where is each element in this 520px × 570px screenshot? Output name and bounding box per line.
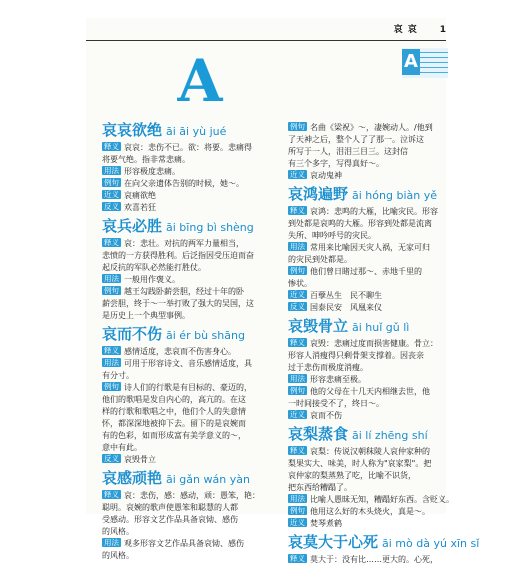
definition-text: 过于悲伤而极度消瘦。 [288,363,368,372]
definition-text: 常用来比喻因天灾人祸，无家可归 [310,243,430,252]
definition-line [102,526,270,538]
definition-text: 哀毁：悲痛过度而损害健康。骨立： [310,339,438,348]
entry-heading [288,425,456,443]
definition-text: 哀毁骨立 [124,455,156,464]
entry-spacer [102,562,270,566]
definition-text: 感情适度，悲哀而不伤害身心。 [124,347,236,356]
page-number: 1 [439,25,446,35]
entry-heading [288,533,480,551]
definition-line [102,262,270,274]
definition-text: 将要气绝。指非常悲痛。 [102,155,190,164]
section-tag: 用法 [104,538,119,547]
definition-text: 哀而不伤 [310,411,342,420]
dictionary-entry [288,533,480,566]
section-tag: 例句 [290,122,305,131]
definition-line [288,290,456,302]
dictionary-entry [102,217,270,322]
pinyin: āi huǐ gǔ lì [352,321,410,334]
section-tag: 例句 [104,382,119,391]
section-tag: 反义 [290,302,305,311]
pinyin: āi ér bù shāng [166,329,245,342]
section-tag: 例句 [104,178,119,187]
definition-text: 焚琴煮鹤 [310,519,342,528]
definition-text: 失所、呻吟呼号的灾民。 [288,231,376,240]
section-tag: 用法 [290,374,305,383]
definition-line [102,382,270,394]
definition-text: 一时间接受不了，终日～。 [288,399,384,408]
definition-line [288,146,456,158]
headword: 哀毁骨立 [288,317,349,335]
definition-line [288,158,456,170]
definition-text: 的风格。 [102,551,134,560]
definition-text: 所写于一人，泪泪三目三。这封信 [288,147,408,156]
header-text: 哀 哀 [393,25,418,35]
entry-heading [288,185,456,203]
definition-text: 哀动鬼神 [310,171,342,180]
section-tag: 用法 [290,494,305,503]
section-tag: 用法 [104,166,119,175]
definition-line [102,202,270,214]
definition-line [102,502,270,514]
definition-line [102,406,270,418]
definition-text: 哀哀：悲伤不已。欲：将要。悲痛得 [124,143,252,152]
entry-heading [102,325,270,343]
section-tag: 用法 [104,358,119,367]
pinyin: āi āi yù jué [166,125,227,138]
definition-line [288,122,456,134]
section-tag: 例句 [104,286,119,295]
definition-line [102,550,270,562]
definition-line [288,242,456,254]
definition-text: 他们的歌唱是发自内心的，高亢的。在这 [102,395,246,404]
headword: 哀哀欲绝 [102,121,163,139]
dictionary-entry [102,325,270,466]
section-tag: 释义 [104,490,119,499]
section-tag: 释义 [104,142,119,151]
definition-text: 他们曾日睹过那～、赤地千里的 [310,267,422,276]
definition-line [288,338,456,350]
definition-line [102,358,270,370]
section-tag: 近义 [290,410,305,419]
section-tag: 释义 [290,554,305,563]
section-tag: 近义 [290,170,305,179]
dictionary-entry [102,121,270,214]
definition-line [288,482,456,494]
definition-text: 莫大于：没有比……更大的。心死， [310,555,438,564]
definition-line [288,458,456,470]
definition-line [288,278,456,290]
definition-line [102,166,270,178]
definition-text: 悲愤的一方获得胜利。后泛指因受压迫而奋 [102,251,254,260]
section-tag: 用法 [290,242,305,251]
section-tag: 例句 [290,506,305,515]
definition-line [102,190,270,202]
definition-text: 国泰民安 风凰来仪 [310,303,382,312]
definition-line [102,250,270,262]
dictionary-entry [102,469,270,562]
entry-heading [102,469,270,487]
definition-text: 比喻人愚昧无知，糟蹋好东西。含贬义。 [310,495,454,504]
definition-line [288,350,456,362]
headword: 哀感顽艳 [102,469,163,487]
pinyin: āi gǎn wán yàn [166,473,250,486]
headword: 哀兵必胜 [102,217,163,235]
definition-text: 形容悲痛至极。 [310,375,366,384]
section-tag: 近义 [104,190,119,199]
definition-text: 意中有此。 [102,443,142,452]
section-tag: 反义 [104,202,119,211]
definition-text: 的灾民到处都是。 [288,255,352,264]
definition-text: 名曲《梁祝》～，凄婉动人。/他到 [310,123,433,132]
headword: 哀而不伤 [102,325,163,343]
definition-line [288,446,456,458]
definition-text: 哀鸿：悲鸣的大雁，比喻灾民。形容 [310,207,438,216]
definition-line [102,178,270,190]
definition-line [102,142,270,154]
dictionary-entry [288,425,456,530]
definition-line [288,362,456,374]
definition-text: 哀痛欲绝 [124,191,156,200]
definition-line [102,310,270,322]
definition-line [102,430,270,442]
definition-text: 怀，都深深地被抑下去。留下的是哀婉而 [102,419,246,428]
definition-line [102,514,270,526]
definition-text: 他用这么好的木头烧火，真是～。 [310,507,430,516]
definition-line [102,286,270,298]
definition-text: 欢喜若狂 [124,203,156,212]
tab-letter: A [402,49,420,75]
pinyin: āi bīng bì shèng [166,221,254,234]
definition-line [102,538,270,550]
definition-text: 惨状。 [288,279,312,288]
dictionary-entry [288,317,456,422]
section-tag: 反义 [104,454,119,463]
pinyin: āi lí zhēng shí [352,429,428,442]
definition-text: 形容人消瘦得只剩骨架支撑着。因丧亲 [288,351,424,360]
definition-text: 薪尝胆，终于～一举打败了强大的吴国，这 [102,299,254,308]
definition-text: 哀：悲壮。对抗的两军力量相当， [124,239,244,248]
definition-line [288,254,456,266]
section-tag: 例句 [290,386,305,395]
definition-line [288,374,456,386]
definition-text: 哀仲家的梨蒸熟了吃，比喻不识货， [288,471,416,480]
definition-text: 形容极度悲痛。 [124,167,180,176]
section-tag: 释义 [290,338,305,347]
pinyin: āi mò dà yú xīn sǐ [382,537,480,550]
definition-text: 把东西给糟蹋了。 [288,483,352,492]
definition-text: 了天神之后，整个人了了那一。泣诉这 [288,135,424,144]
definition-line [288,410,456,422]
definition-text: 哀：悲伤，感：感动，顽：愚笨，艳： [124,491,260,500]
definition-line [102,346,270,358]
definition-text: 越王勾践卧薪尝胆，经过十年的卧 [124,287,244,296]
section-tag: 释义 [290,206,305,215]
definition-text: 梨果实大、味美，时人称为"哀家梨"。把 [288,459,432,468]
definition-text: 他的父母在十几天内相继去世，他 [310,387,430,396]
definition-text: 哀梨：传说汉朝秣陵人哀仲家种的 [310,447,430,456]
entry-heading [102,217,270,235]
definition-text: 观多形容文艺作品具备哀恸、感伤 [124,539,244,548]
definition-text: 到处都是哀鸣的大雁。形容到处都是流离 [288,219,432,228]
definition-text: 是历史上一个典型事例。 [102,311,190,320]
definition-line [288,386,456,398]
section-tag: 例句 [290,266,305,275]
definition-line [102,274,270,286]
definition-text: 一般用作褒义。 [124,275,180,284]
definition-line [288,494,456,506]
section-tag: 释义 [104,346,119,355]
section-tag: 用法 [104,274,119,283]
definition-line [102,238,270,250]
definition-text: 可用于形容诗文、音乐感情适度，具 [124,359,252,368]
entry-heading [288,317,456,335]
definition-line [288,218,456,230]
definition-line [102,490,270,502]
headword: 哀鸿遍野 [288,185,349,203]
definition-line [102,418,270,430]
definition-line [288,506,456,518]
right-column [288,122,480,570]
definition-line [288,470,456,482]
definition-line [102,298,270,310]
definition-line [102,394,270,406]
definition-text: 百孽丛生 民不聊生 [310,291,382,300]
dictionary-entry [288,122,456,182]
definition-line [288,170,456,182]
definition-text: 聪明。哀婉的歌声使愚笨和聪慧的人都 [102,503,238,512]
definition-line [288,266,456,278]
section-tag: 释义 [290,446,305,455]
definition-text: 样的行歌和歌唱之中，他们个人的失意情 [102,407,246,416]
definition-line [288,134,456,146]
definition-text: 有分寸。 [102,371,134,380]
definition-text: 起反抗的军队必然能打胜仗。 [102,263,206,272]
definition-line [102,442,270,454]
left-column [102,122,270,566]
definition-text: 受感动。形容文艺作品具备哀恸、感伤 [102,515,238,524]
definition-line [102,370,270,382]
section-tag: 释义 [104,238,119,247]
definition-line [288,230,456,242]
section-letter: A [177,47,223,115]
definition-line [288,302,456,314]
definition-text: 诗人们的行歌是有目标的、豪迈的， [124,383,252,392]
header-rule [86,40,446,41]
running-header [86,22,446,38]
definition-text: 的风格。 [102,527,134,536]
definition-line [288,398,456,410]
entry-heading [102,121,270,139]
headword: 哀梨蒸食 [288,425,349,443]
headword: 哀莫大于心死 [288,533,379,551]
definition-line [288,206,456,218]
definition-line [288,554,456,566]
definition-text: 有三个多字，写得真好～。 [288,159,384,168]
section-tag: 近义 [290,290,305,299]
definition-line [102,154,270,166]
definition-text: 有的色彩，如而形成富有美学意义的～， [102,431,246,440]
dictionary-entry [288,185,456,314]
pinyin: āi hóng biàn yě [352,189,437,202]
section-tag: 近义 [290,518,305,527]
definition-text: 在向父亲遗体告别的时候，她～。 [124,179,244,188]
definition-line [102,454,270,466]
entry-spacer [288,566,456,570]
